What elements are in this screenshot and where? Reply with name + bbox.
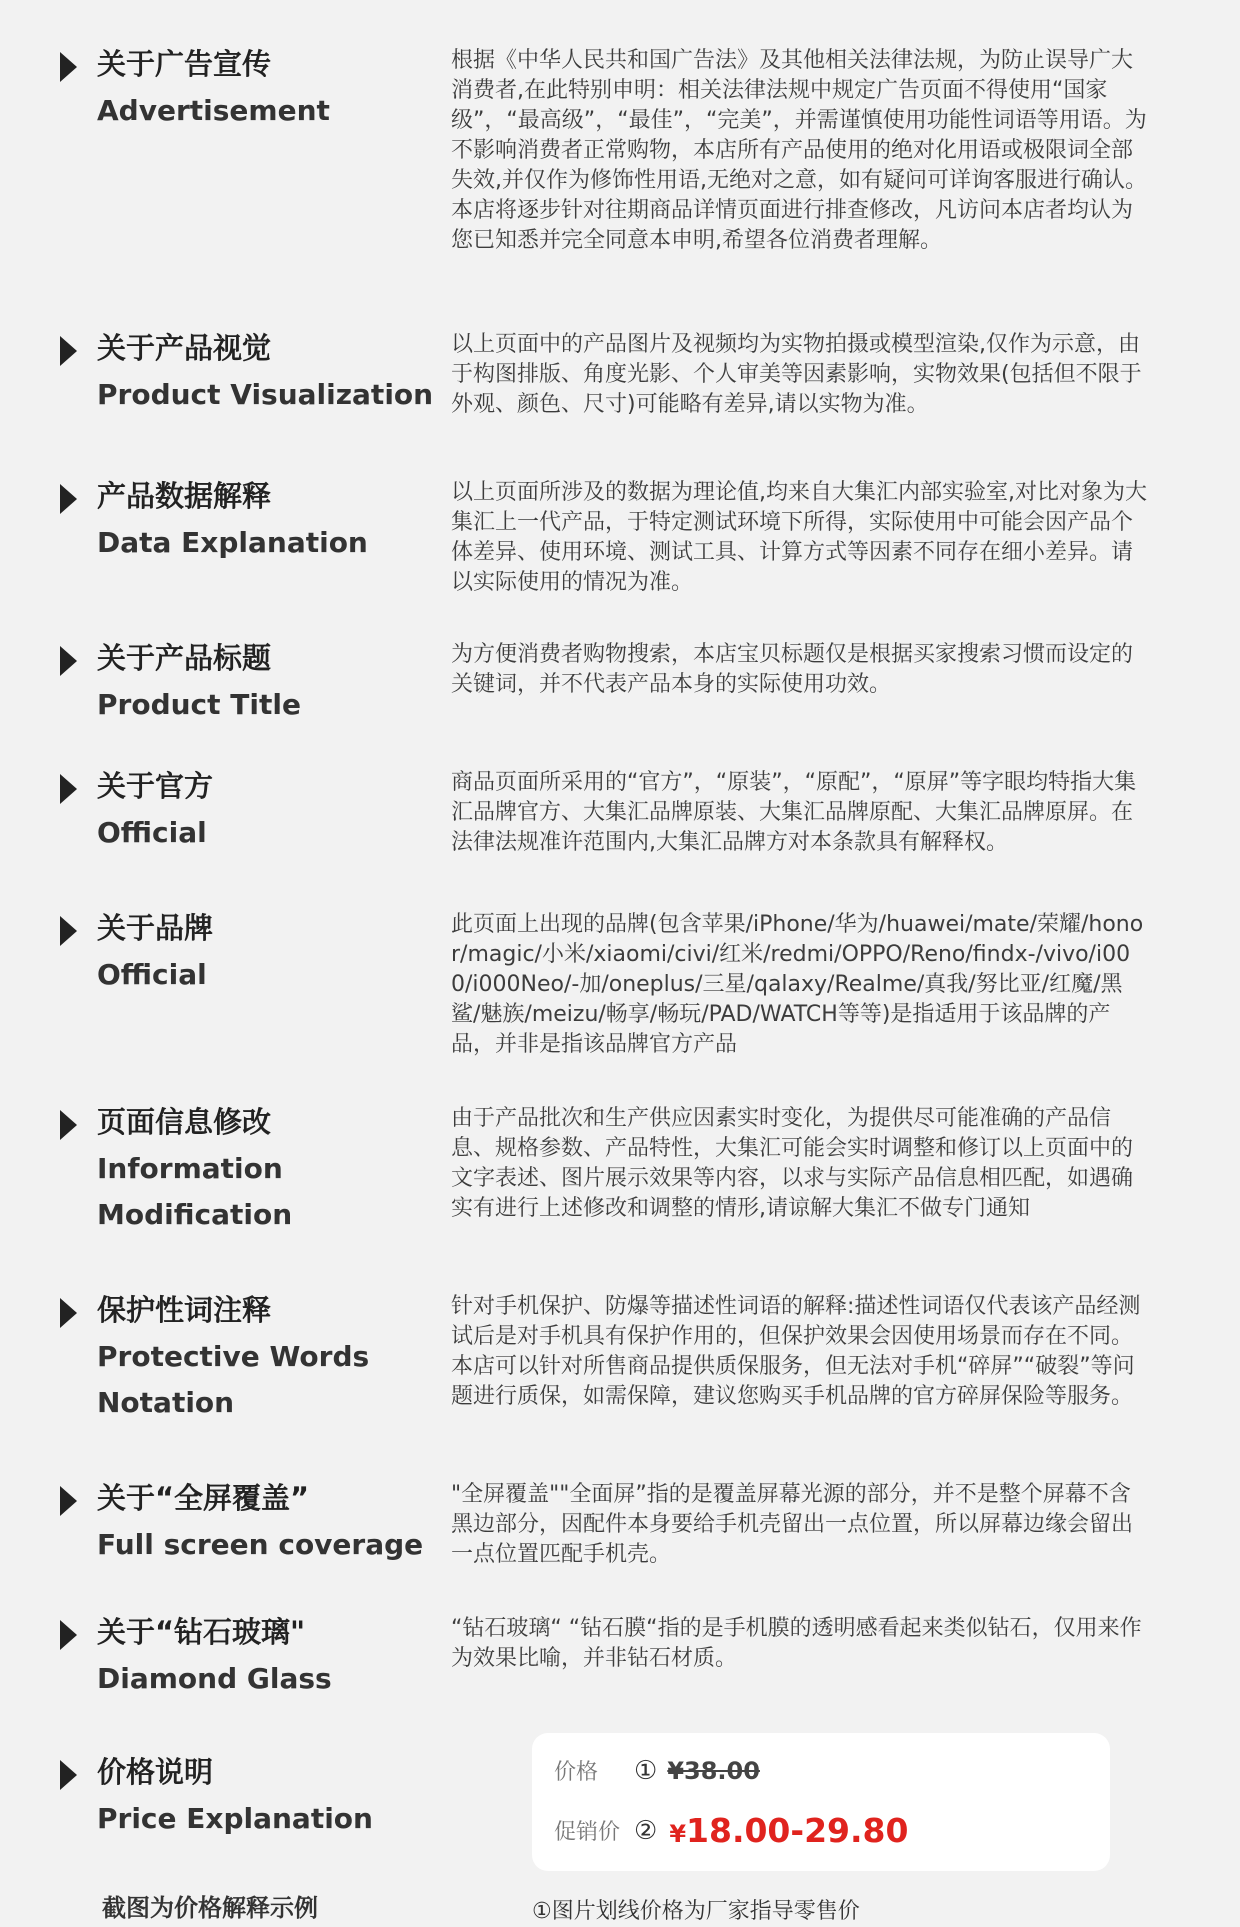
section-title-en: Product Visualization: [97, 378, 434, 411]
triangle-bullet-icon: [60, 1620, 77, 1650]
section-title-en: Product Title: [97, 688, 301, 721]
section-paragraph: “钻石玻璃“ “钻石膜“指的是手机膜的透明感看起来类似钻石，仅用来作为效果比喻，并非钻石材质。: [451, 1616, 1142, 1671]
section-brand: [0, 906, 1240, 1056]
circled-number-1-icon: ①: [634, 1755, 658, 1786]
section-product-visualization: [0, 326, 1240, 446]
strikethrough-price: ¥38.00: [667, 1756, 760, 1785]
section-title-en: Modification: [97, 1198, 293, 1231]
section-title-en: Official: [97, 958, 207, 991]
section-product-title: [0, 636, 1240, 726]
section-protective-words: [0, 1288, 1240, 1438]
section-body: [451, 910, 1151, 1060]
section-paragraph: 以上页面中的产品图片及视频均为实物拍摄或模型渲染,仅作为示意，由于构图排版、角度光影、个人审美等因素影响，实物效果(包括但不限于外观、颜色、尺寸)可能略有差异,请以实物为准。: [451, 332, 1142, 417]
sale-price-value: 18.00-29.80: [686, 1811, 909, 1850]
triangle-bullet-icon: [60, 916, 77, 946]
sale-price-row: [554, 1811, 908, 1850]
price-example-card: [532, 1733, 1110, 1871]
section-data-explanation: [0, 474, 1240, 614]
triangle-bullet-icon: [60, 484, 77, 514]
section-title-cn: 关于广告宣传: [97, 47, 272, 81]
section-body: [451, 1614, 1151, 1674]
section-title-en: Protective Words: [97, 1340, 370, 1373]
triangle-bullet-icon: [60, 1110, 77, 1140]
triangle-bullet-icon: [60, 1298, 77, 1328]
section-advertisement: [0, 42, 1240, 292]
section-title-en: Official: [97, 816, 207, 849]
section-title-en: Data Explanation: [97, 526, 368, 559]
section-title-en: Advertisement: [97, 94, 330, 127]
section-title-cn: 关于产品标题: [97, 641, 272, 675]
section-title-en: Information: [97, 1152, 283, 1185]
section-title-cn: 关于官方: [97, 769, 214, 803]
section-title-cn: 价格说明: [97, 1755, 214, 1789]
triangle-bullet-icon: [60, 1486, 77, 1516]
section-title-cn: 保护性词注释: [97, 1293, 272, 1327]
section-body: [451, 1480, 1151, 1570]
triangle-bullet-icon: [60, 1760, 77, 1790]
list-price-row: [554, 1755, 760, 1786]
section-paragraph: 由于产品批次和生产供应因素实时变化，为提供尽可能准确的产品信息、规格参数、产品特性，大集汇可能会实时调整和修订以上页面中的文字表述、图片展示效果等内容，以求与实际产品信息相匹配，如遇确实有进行上述修改和调整的情形,请谅解大集汇不做专门通知: [451, 1106, 1134, 1221]
section-body: [451, 640, 1151, 700]
triangle-bullet-icon: [60, 52, 77, 82]
section-body: [451, 478, 1151, 598]
section-paragraph: 商品页面所采用的“官方”，“原装”，“原配”，“原屏”等字眼均特指大集汇品牌官方、大集汇品牌原装、大集汇品牌原配、大集汇品牌原屏。在法律法规准许范围内,大集汇品牌方对本条款具有解释权。: [451, 770, 1137, 855]
section-title-en: Full screen coverage: [97, 1528, 424, 1561]
section-title-en: Diamond Glass: [97, 1662, 332, 1695]
triangle-bullet-icon: [60, 646, 77, 676]
section-title-en: Price Explanation: [97, 1802, 373, 1835]
sale-price-label: 促销价: [554, 1820, 621, 1845]
price-label: 价格: [554, 1760, 599, 1785]
section-official: [0, 764, 1240, 884]
section-title-cn: 关于“钻石玻璃": [97, 1615, 306, 1649]
section-title-cn: 关于“全屏覆盖”: [97, 1481, 310, 1515]
section-title-cn: 关于产品视觉: [97, 331, 272, 365]
section-paragraph: 为方便消费者购物搜索，本店宝贝标题仅是根据买家搜索习惯而设定的关键词，并不代表产品本身的实际使用功效。: [451, 642, 1134, 697]
section-body: [451, 1292, 1151, 1412]
section-full-screen-coverage: [0, 1476, 1240, 1576]
currency-symbol: ¥: [669, 1820, 687, 1848]
section-body: [451, 330, 1151, 420]
sale-price: [669, 1811, 908, 1850]
section-title-cn: 页面信息修改: [97, 1105, 272, 1139]
price-example-caption: 截图为价格解释示例: [102, 1894, 318, 1922]
section-paragraph: 以上页面所涉及的数据为理论值,均来自大集汇内部实验室,对比对象为大集汇上一代产品，于特定测试环境下所得，实际使用中可能会因产品个体差异、使用环境、测试工具、计算方式等因素不同存在细小差异。请以实际使用的情况为准。: [451, 480, 1147, 595]
section-paragraph: 根据《中华人民共和国广告法》及其他相关法律法规，为防止误导广大消费者,在此特别申明：相关法律法规中规定广告页面不得使用“国家级”，“最高级”，“最佳”，“完美”，并需谨慎使用功能性词语等用语。为不影响消费者正常购物，本店所有产品使用的绝对化用语或极限词全部失效,并仅作为修饰性用语,无绝对之意，如有疑问可详询客服进行确认。: [451, 48, 1147, 193]
section-diamond-glass: [0, 1610, 1240, 1710]
section-paragraph: 此页面上出现的品牌(包含苹果/iPhone/华为/huawei/mate/荣耀/honor/magic/小米/xiaomi/civi/红米/redmi/OPPO/Reno/findx-/vivo/i000/i000Neo/-加/oneplus/三星/qalaxy/Realme/真我/努比亚/红魔/黑鲨/魅族/meizu/畅享/畅玩/PAD/WATCH等等)是指适用于该品牌的产品，并非是指该品牌官方产品: [451, 912, 1144, 1057]
circled-number-2-icon: ②: [634, 1815, 658, 1846]
section-paragraph: 本店将逐步针对往期商品详情页面进行排查修改，凡访问本店者均认为您已知悉并完全同意本申明,希望各位消费者理解。: [451, 198, 1134, 253]
section-body: [451, 46, 1151, 256]
section-paragraph: "全屏覆盖""全面屏”指的是覆盖屏幕光源的部分，并不是整个屏幕不含黑边部分，因配件本身要给手机壳留出一点位置，所以屏幕边缘会留出一点位置匹配手机壳。: [451, 1482, 1134, 1567]
section-title-cn: 关于品牌: [97, 911, 214, 945]
triangle-bullet-icon: [60, 336, 77, 366]
triangle-bullet-icon: [60, 774, 77, 804]
section-title-en: Notation: [97, 1386, 235, 1419]
section-body: [451, 1104, 1151, 1224]
section-paragraph: 针对手机保护、防爆等描述性词语的解释:描述性词语仅代表该产品经测试后是对手机具有保护作用的，但保护效果会因使用场景而存在不同。本店可以针对所售商品提供质保服务，但无法对手机“碎屏”“破裂”等问题进行质保，如需保障，建议您购买手机品牌的官方碎屏保险等服务。: [451, 1294, 1141, 1409]
section-body: [451, 768, 1151, 858]
section-title-cn: 产品数据解释: [97, 479, 272, 513]
section-information-modification: [0, 1100, 1240, 1250]
price-note-caption: ①图片划线价格为厂家指导零售价: [532, 1899, 860, 1924]
